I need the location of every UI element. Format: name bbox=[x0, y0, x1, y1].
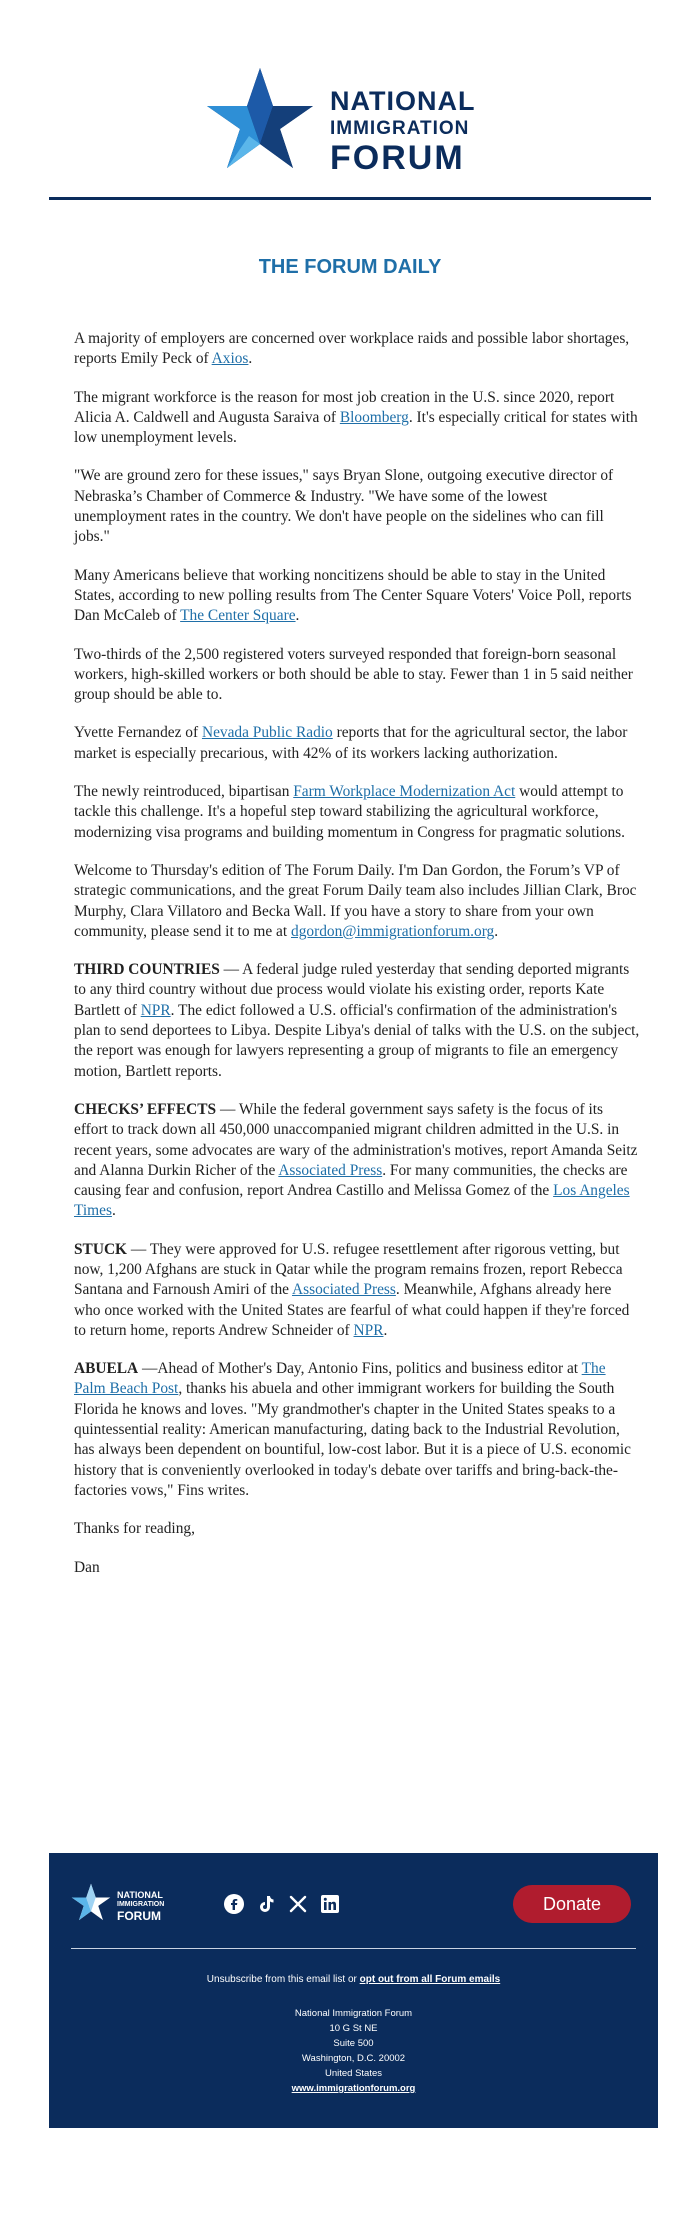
x-icon[interactable] bbox=[287, 1893, 309, 1915]
newsletter-title: THE FORUM DAILY bbox=[258, 256, 442, 278]
paragraph-third-countries bbox=[74, 960, 640, 1082]
paragraph-text: . Meanwhile, Afghans already here who once worked with the United States are fearful of what could happen if they're forced to return home, reports Andrew Schneider of bbox=[74, 1281, 630, 1339]
forum-logo[interactable] bbox=[205, 66, 495, 176]
section-lead: CHECKS’ EFFECTS bbox=[74, 1100, 217, 1118]
link-center-square[interactable]: The Center Square bbox=[180, 607, 296, 625]
section-lead: THIRD COUNTRIES bbox=[74, 961, 220, 979]
paragraph-3: "We are ground zero for these issues," says Bryan Slone, outgoing executive director of Nebraska’s Chamber of Commerce & Industry. "We have some of the lowest unemployment rates in the country. We don't have people on the sidelines who can fill jobs." bbox=[74, 467, 614, 546]
paragraph-checks-effects bbox=[74, 1100, 640, 1222]
link-associated-press[interactable]: Associated Press bbox=[278, 1161, 383, 1179]
paragraph-text: A majority of employers are concerned over workplace raids and possible labor shortages, reports Emily Peck of bbox=[74, 330, 630, 368]
link-bloomberg[interactable]: Bloomberg bbox=[339, 408, 409, 426]
paragraph-6 bbox=[74, 723, 640, 764]
website-link[interactable]: www.immigrationforum.org bbox=[291, 2083, 416, 2094]
paragraph-text: — While the federal government says safety is the focus of its effort to track down all 450,000 unaccompanied migrant children admitted in the U.S. in recent years, some advocates are wary of the administration's motives, report Amanda Seitz and Alanna Durkin Richer of the bbox=[74, 1100, 638, 1179]
address-country: United States bbox=[324, 2068, 383, 2079]
footer-logo-line: NATIONAL bbox=[117, 1890, 163, 1900]
star-logo-icon bbox=[205, 66, 315, 176]
paragraph-text: Yvette Fernandez of bbox=[74, 724, 202, 742]
unsubscribe-text: Unsubscribe from this email list or bbox=[206, 1974, 360, 1985]
paragraph-7 bbox=[74, 782, 640, 843]
linkedin-icon[interactable] bbox=[319, 1893, 341, 1915]
link-los-angeles-times[interactable]: Los Angeles Times bbox=[74, 1182, 630, 1220]
paragraph-text: — They were approved for U.S. refugee resettlement after rigorous vetting, but now, 1,200 Afghans are stuck in Qatar while the program remains frozen, report Rebecca Santana and Farnoush Amiri of the bbox=[74, 1240, 623, 1299]
paragraph-text: . bbox=[248, 350, 253, 368]
logo-line-forum: FORUM bbox=[330, 139, 465, 177]
logo-line-immigration: IMMIGRATION bbox=[330, 118, 470, 139]
footer-logo-line: IMMIGRATION bbox=[117, 1901, 165, 1908]
paragraph-text: The migrant workforce is the reason for most job creation in the U.S. since 2020, report Alicia A. Caldwell and Augusta Saraiva of bbox=[74, 388, 615, 426]
link-email[interactable]: dgordon@immigrationforum.org bbox=[291, 922, 495, 940]
paragraph-text: . bbox=[383, 1321, 388, 1339]
paragraph-text: . bbox=[494, 922, 499, 940]
tiktok-icon[interactable] bbox=[255, 1893, 277, 1915]
unsubscribe-line bbox=[49, 1974, 658, 1985]
paragraph-text: — A federal judge ruled yesterday that sending deported migrants to any third country without due process would violate his existing order, reports Kate Bartlett of bbox=[74, 961, 630, 1019]
newsletter-body bbox=[74, 329, 640, 1596]
link-npr[interactable]: NPR bbox=[140, 1001, 171, 1019]
paragraph-text: —Ahead of Mother's Day, Antonio Fins, politics and business editor at bbox=[138, 1360, 582, 1378]
paragraph-5: Two-thirds of the 2,500 registered voters surveyed responded that foreign-born seasonal workers, high-skilled workers or both should be able to stay. Fewer than 1 in 5 said neither group should be able to. bbox=[74, 645, 633, 704]
donate-button[interactable]: Donate bbox=[513, 1885, 631, 1923]
paragraph-text: would attempt to tackle this challenge. It's a hopeful step toward stabilizing the agricultural workforce, modernizing visa programs and building momentum in Congress for pragmatic solutions. bbox=[74, 783, 625, 841]
paragraph-text: . bbox=[295, 607, 300, 625]
paragraph-8 bbox=[74, 861, 640, 942]
facebook-icon[interactable] bbox=[223, 1893, 245, 1915]
paragraph-text: . For many communities, the checks are causing fear and confusion, report Andrea Castillo and Melissa Gomez of the bbox=[74, 1161, 628, 1200]
paragraph-text: . bbox=[111, 1202, 116, 1220]
mailing-address bbox=[49, 2006, 658, 2096]
paragraph-2 bbox=[74, 388, 640, 449]
header-divider bbox=[49, 197, 651, 200]
address-city: Washington, D.C. 20002 bbox=[301, 2053, 406, 2064]
paragraph-text: . It's especially critical for states with low unemployment levels. bbox=[74, 408, 638, 447]
section-lead: ABUELA bbox=[74, 1360, 139, 1378]
address-street: 10 G St NE bbox=[329, 2023, 378, 2034]
paragraph-abuela bbox=[74, 1359, 640, 1501]
closing-line: Thanks for reading, bbox=[74, 1520, 195, 1538]
paragraph-4 bbox=[74, 566, 640, 627]
opt-out-link[interactable]: opt out from all Forum emails bbox=[359, 1974, 501, 1985]
social-links bbox=[223, 1893, 341, 1915]
footer-logo-wordmark bbox=[117, 1891, 164, 1922]
paragraph-text: Welcome to Thursday's edition of The Forum Daily. I'm Dan Gordon, the Forum’s VP of strategic communications, and the great Forum Daily team also includes Jillian Clark, Broc Murphy, Clara Villatoro and Becka Wall. If you have a story to share from your own community, please send it to me at bbox=[74, 861, 637, 940]
address-suite: Suite 500 bbox=[333, 2038, 374, 2049]
signature: Dan bbox=[74, 1558, 100, 1576]
paragraph-1 bbox=[74, 329, 640, 370]
logo-wordmark bbox=[330, 88, 475, 175]
link-nevada-public-radio[interactable]: Nevada Public Radio bbox=[201, 724, 333, 742]
footer-logo-line: FORUM bbox=[117, 1909, 161, 1923]
paragraph-text: , thanks his abuela and other immigrant workers for building the South Florida he knows and loves. "My grandmother's chapter in the United States speaks to a quintessential reality: American manufacturing, dating back to the Industrial Revolution, has always been dependent on bountiful, low-cost labor. But it is a piece of U.S. economic history that is conveniently overlooked in today's debate over tariffs and bring-back-the-factories vows," Fins writes. bbox=[74, 1380, 631, 1499]
link-palm-beach-post[interactable]: The Palm Beach Post bbox=[74, 1360, 606, 1398]
paragraph-stuck bbox=[74, 1240, 640, 1341]
address-org: National Immigration Forum bbox=[294, 2008, 413, 2019]
link-farm-workplace-act[interactable]: Farm Workplace Modernization Act bbox=[293, 783, 516, 801]
footer-divider bbox=[71, 1948, 636, 1949]
paragraph-text: Many Americans believe that working noncitizens should be able to stay in the United States, according to new polling results from The Center Square Voters' Voice Poll, reports Dan McCaleb of bbox=[74, 566, 632, 625]
paragraph-text: . The edict followed a U.S. official's confirmation of the administration's plan to send deportees to Libya. Despite Libya's denial of talks with the U.S. on the subject, the report was enough for lawyers representing a group of migrants to file an emergency motion, Bartlett reports. bbox=[74, 1001, 640, 1080]
footer bbox=[49, 1853, 658, 2128]
logo-line-national: NATIONAL bbox=[330, 86, 476, 116]
star-logo-icon bbox=[71, 1883, 111, 1923]
link-associated-press[interactable]: Associated Press bbox=[292, 1281, 396, 1299]
paragraph-text: reports that for the agricultural sector, the labor market is especially precarious, with 42% of its workers lacking authorization. bbox=[74, 724, 628, 762]
footer-logo[interactable] bbox=[71, 1883, 181, 1925]
link-axios[interactable]: Axios bbox=[211, 350, 249, 368]
paragraph-text: The newly reintroduced, bipartisan bbox=[74, 783, 294, 801]
link-npr[interactable]: NPR bbox=[353, 1321, 384, 1339]
section-lead: STUCK bbox=[74, 1240, 128, 1258]
